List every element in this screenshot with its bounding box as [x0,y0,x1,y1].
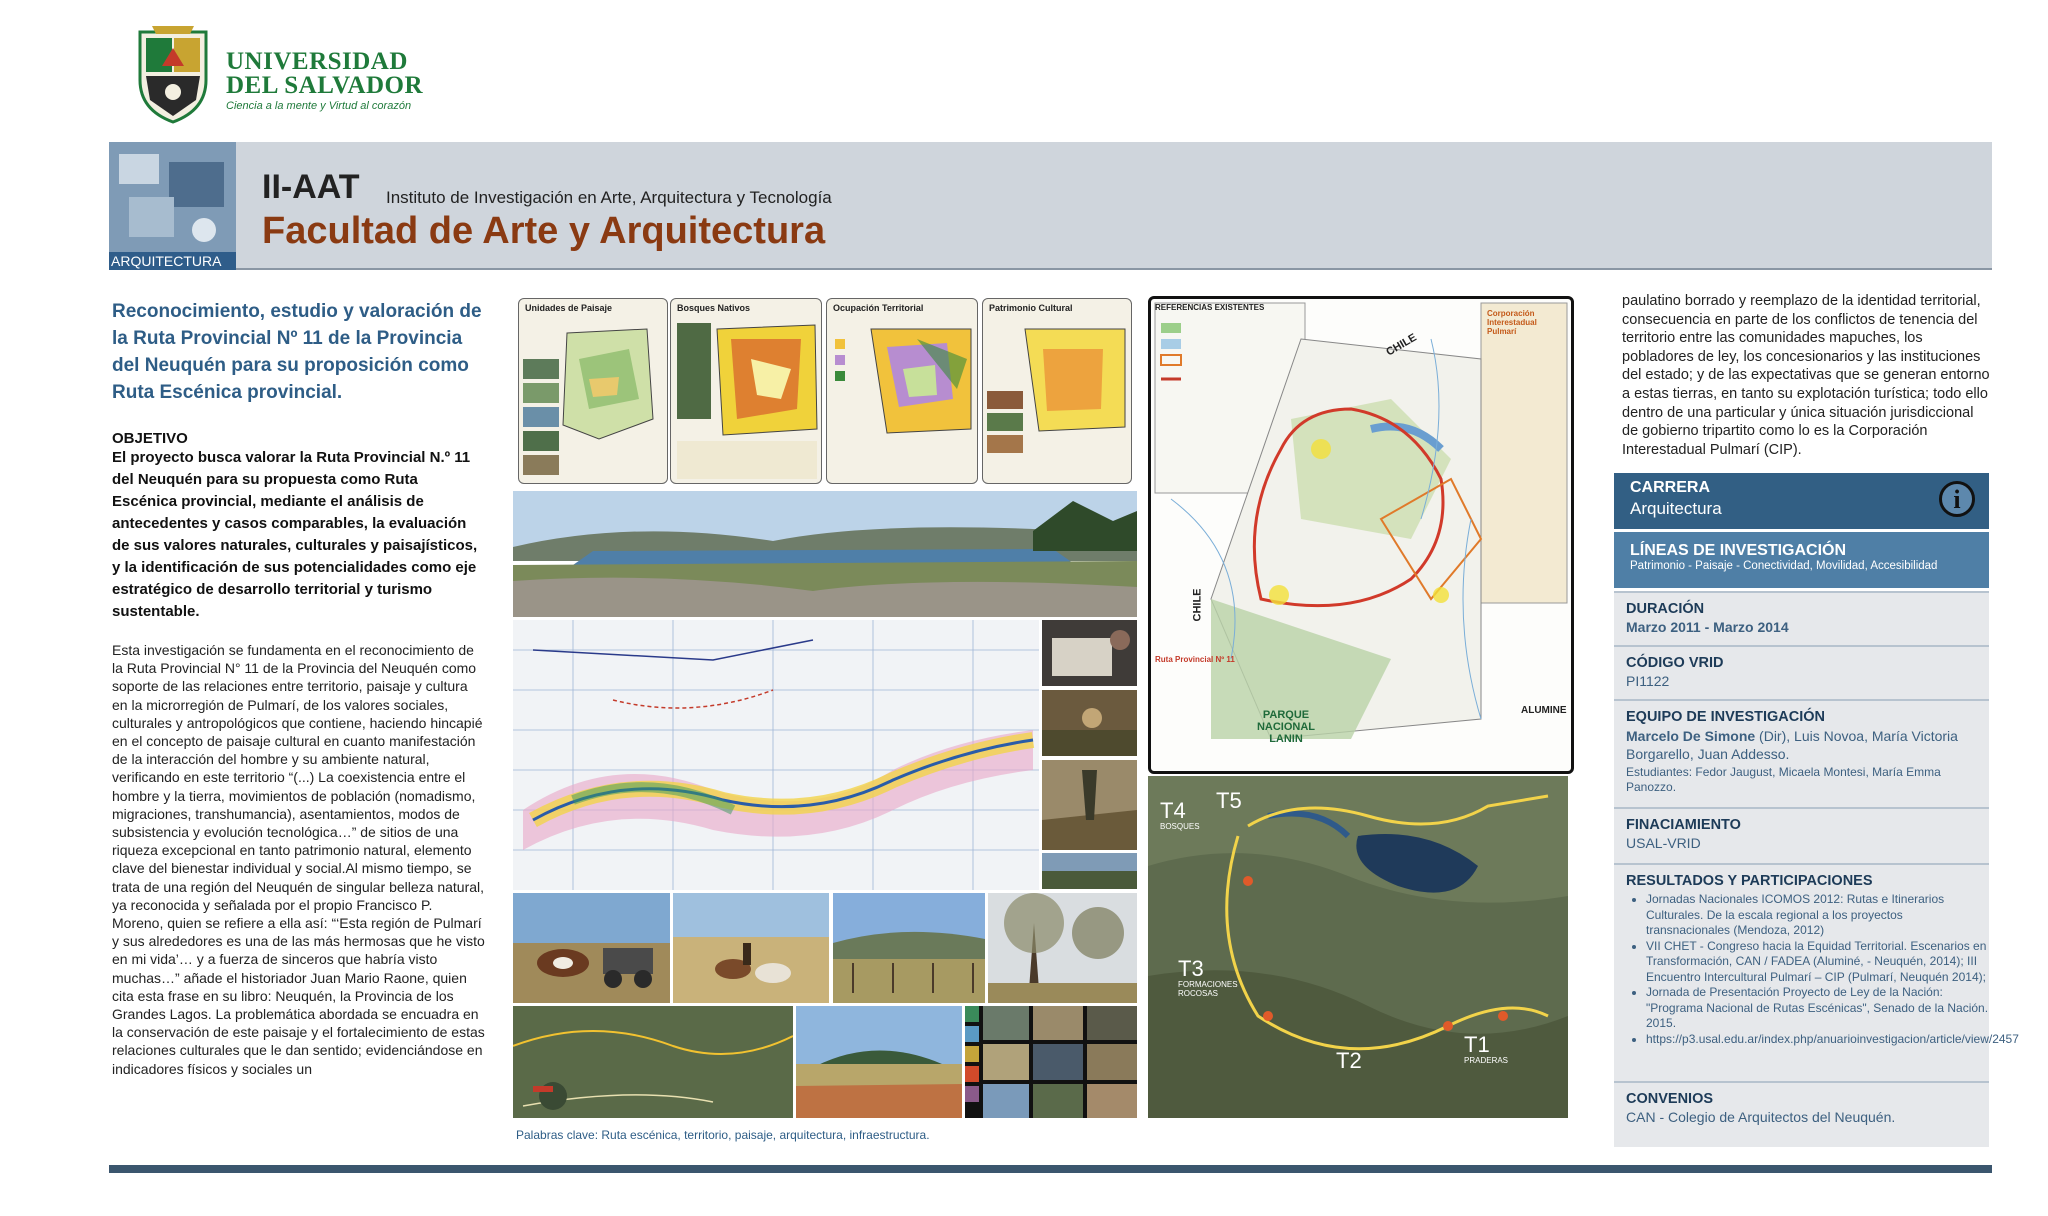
financiamiento-heading: FINACIAMIENTO [1626,817,1741,833]
label-corporacion: Corporación Interestadual Pulmarí [1487,309,1537,336]
satellite-route-photo [513,1006,793,1118]
tramo-t1-sub: PRADERAS [1464,1056,1509,1065]
section-duracion [1614,591,1989,645]
tramo-t2: T2 [1336,1048,1362,1073]
lineas-banner [1614,532,1989,588]
resultados-list [1628,892,2019,1047]
photo-grid-collage [965,1006,1137,1118]
tramo-t4: T4 [1160,798,1186,823]
codigo-heading: CÓDIGO VRID [1626,655,1724,671]
keywords: Palabras clave: Ruta escénica, territorio, paisaje, arquitectura, infraestructura. [516,1128,930,1142]
body-text: Esta investigación se fundamenta en el reconocimiento de la Ruta Provincial N° 11 de la Provincia del Neuquén como soporte de las relaciones entre territorio, paisaje y cultura en la microrregión de Pulmarí, de los valores sociales, culturales y antropológicos que contiene, haciendo hincapié en el concepto de paisaje cultural en cuanto manifestación de la interacción del hombre y su ambiente natural, verificando en este territorio “(...) La coexistencia entre el hombre y la tierra, movimientos de población (nomadismo, migraciones, transhumancia), asentamientos, modos de subsistencia y evolución tecnológica…” de sitios de una riqueza excepcional en tanto patrimonio natural, elemento clave del bienestar individual y social.Al mismo tiempo, se trata de una región del Neuquén de singular belleza natural, ya reconocida y señalada por el propio Francisco P. Moreno, quien se refiere a ella así: “‘Esta región de Pulmarí y sus alrededores es una de las más hermosas que he visto en mi vida’… y a fuerza de sinceros que habría visto muchas…” añade el historiador Juan Mario Raone, quien cita esta frase en su libro: Neuquén, la Provincia de los Grandes Lagos. La problemática abordada se encuadra en la conservación de este paisaje y el fortalecimiento de estas relaciones culturales que le dan sentido; evidenciándose en indicadores físicos y sociales un [112,642,485,1077]
tramo-t1: T1 [1464,1032,1490,1057]
institute-name: Instituto de Investigación en Arte, Arquitectura y Tecnología [386,188,832,207]
resultado-item: • Jornada de Presentación Proyecto de Ley de la Nación: "Programa Nacional de Rutas Escénicas", Senado de la Nación. 2015. [1646,985,1989,1032]
lineas-value: Patrimonio - Paisaje - Conectividad, Movilidad, Accesibilidad [1630,560,1938,572]
equipo-students: Estudiantes: Fedor Jaugust, Micaela Montesi, María Emma Panozzo. [1626,765,1941,794]
oxcart-photo [513,893,670,1003]
financiamiento-value: USAL-VRID [1626,835,1701,851]
carrera-banner [1614,473,1989,529]
trees-photo [988,893,1137,1003]
info-icon: i [1939,481,1975,517]
horses-photo [673,893,829,1003]
road-landscape-photo [796,1006,962,1118]
left-column [112,298,487,1078]
tramo-t4-sub: BOSQUES [1160,822,1200,831]
faculty-title: Facultad de Arte y Arquitectura [262,210,826,252]
section-equipo [1614,699,1989,807]
label-parque-lanin: PARQUE NACIONAL LANIN [1256,709,1316,745]
satellite-tramos-map [1148,776,1568,1118]
label-alumine: ALUMINE [1521,705,1567,716]
map-references: REFERENCIAS EXISTENTES [1155,303,1265,312]
equipo-members: (Dir), Luis Novoa, María Victoria Borgarello, Juan Addesso. [1626,728,1958,762]
objective-text: El proyecto busca valorar la Ruta Provincial N.º 11 del Neuquén para su propuesta como Ruta Escénica provincial, mediante el análisis de antecedentes y casos comparables, la evaluación de sus valores naturales, culturales y paisajísticos, y la identificación de sus potencialidades como eje estratégico de desarrollo territorial y turismo sustentable. [112,449,478,620]
tramo-t5: T5 [1216,788,1242,813]
footer-rule [109,1165,1992,1173]
panel-unidades-paisaje: Unidades de Paisaje [518,298,668,484]
equipo-director: Marcelo De Simone [1626,728,1756,744]
section-financiamiento [1614,807,1989,863]
equipo-value [1626,727,1989,763]
objective-heading: OBJETIVO [112,430,188,447]
fieldwork-photo-3 [1042,760,1137,850]
label-ruta-11: Ruta Provincial Nº 11 [1155,655,1235,664]
section-convenios [1614,1081,1989,1147]
header-thumb-label: ARQUITECTURA [109,252,236,270]
continuation-text: paulatino borrado y reemplazo de la identidad territorial, consecuencia en parte de los conflictos de tenencia del territorio entre las comunidades mapuches, los pobladores de ley, los concesionarios y las instituciones del estado; y de las expectativas que se generan entorno a estas tierras, en tanto su explotación turística; todo ello dentro de una particular y única situación jurisdiccional de gobierno tripartito como lo es la Corporación Interestadual Pulmarí (CIP). [1622,293,1990,458]
panel-ocupacion-territorial: Ocupación Territorial [826,298,978,484]
convenios-value: CAN - Colegio de Arquitectos del Neuquén. [1626,1109,1896,1125]
fieldwork-photo-1 [1042,620,1137,686]
institute-code: II-AAT [262,168,360,206]
project-title: Reconocimiento, estudio y valoración de la Ruta Provincial Nº 11 de la Provincia del Neuquén para su proposición como Ruta Escénica provincial. [112,301,482,403]
equipo-heading: EQUIPO DE INVESTIGACIÓN [1626,709,1825,725]
resultado-item: • Jornadas Nacionales ICOMOS 2012: Rutas e Itinerarios Culturales. De la escala regional a los proyectos transnacionales (Mendoza, 2012) [1646,892,1989,939]
fence-landscape-photo [833,893,985,1003]
label-chile-side: CHILE [1191,588,1204,622]
fieldwork-photo-2 [1042,690,1137,756]
section-codigo [1614,645,1989,699]
hand-drawn-route-map [513,620,1039,890]
university-name: UNIVERSIDAD DEL SALVADOR [226,48,424,99]
resultados-heading: RESULTADOS Y PARTICIPACIONES [1626,873,1873,889]
resultado-item: • VII CHET - Congreso hacia la Equidad Territorial. Escenarios en Transformación, CAN / FADEA (Aluminé, - Neuquén, 2014); III Encuentro Intercultural Pulmarí – CIP (Pulmarí, Neuquén 2014); [1646,939,1989,986]
lake-panorama-photo [513,491,1137,617]
section-resultados [1614,863,2019,1081]
carrera-heading: CARRERA [1630,479,1710,496]
tramo-t3: T3 [1178,956,1204,981]
convenios-heading: CONVENIOS [1626,1091,1714,1107]
codigo-value: PI1122 [1626,673,1670,689]
regional-route-map [1148,296,1574,774]
university-tagline: Ciencia a la mente y Virtud al corazón [226,100,412,112]
label-chile-top: CHILE [1384,331,1419,359]
header-thumbnail [109,142,236,270]
tramo-t3-sub: FORMACIONES ROCOSAS [1178,980,1238,998]
fieldwork-photo-4 [1042,853,1137,889]
duracion-value: Marzo 2011 - Marzo 2014 [1626,619,1789,635]
panel-bosques-nativos: Bosques Nativos [670,298,822,484]
duracion-heading: DURACIÓN [1626,601,1705,617]
panel-patrimonio-cultural: Patrimonio Cultural [982,298,1132,484]
carrera-value: Arquitectura [1630,499,1722,518]
university-crest-logo [132,22,214,124]
lineas-heading: LÍNEAS DE INVESTIGACIÓN [1630,542,1847,559]
resultado-link[interactable]: • https://p3.usal.edu.ar/index.php/anuarioinvestigacion/article/view/2457 [1646,1032,1989,1048]
